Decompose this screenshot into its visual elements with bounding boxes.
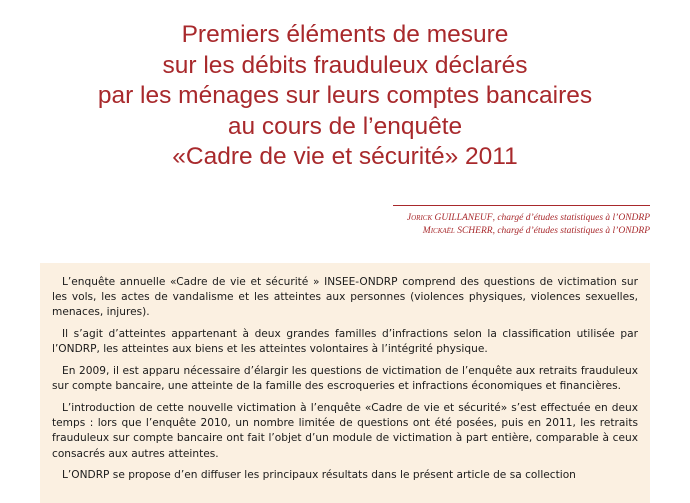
title-line: par les ménages sur leurs comptes bancaires	[97, 82, 593, 109]
author-line	[407, 225, 650, 238]
title-line: au cours de l’enquête	[227, 112, 463, 140]
author-name: Jorick GUILLANEUF	[406, 213, 493, 223]
abstract-paragraph: En 2009, il est apparu nécessaire d’élargir les questions de victimation de l’enquête aux retraits frauduleux sur compte bancaire, une atteinte de la famille des escroqueries et infractions économiques et financières.	[52, 365, 638, 393]
author-name: Mickaël SCHERR	[422, 226, 493, 236]
abstract-paragraph: L’enquête annuelle «Cadre de vie et sécurité » INSEE-ONDRP comprend des questions de victimation sur les vols, les actes de vandalisme et les atteintes aux personnes (violences physiques, violences sexuelles, menaces, injures).	[52, 276, 638, 319]
abstract-paragraph: L’ONDRP se propose d’en diffuser les principaux résultats dans le présent article de sa collection	[62, 469, 576, 482]
author-role: , chargé d’études statistiques à l’ONDRP	[492, 226, 650, 236]
title-line: «Cadre de vie et sécurité» 2011	[172, 143, 518, 170]
abstract-text	[52, 275, 638, 490]
abstract-box	[40, 263, 650, 503]
abstract-paragraph: L’introduction de cette nouvelle victimation à l’enquête «Cadre de vie et sécurité» s’est effectuée en deux temps : lors que l’enquête 2010, un nombre limitée de questions ont été posées, puis en 2011, les retraits frauduleux sur compte bancaire ont fait l’objet d’un module de victimation à part entière, comparable à ceux consacrés aux autres atteintes.	[52, 401, 638, 460]
author-line	[407, 212, 650, 225]
title-divider	[393, 205, 650, 206]
abstract-paragraph: Il s’agit d’atteintes appartenant à deux grandes familles d’infractions selon la classification utilisée par l’ONDRP, les atteintes aux biens et les atteintes volontaires à l’intégrité physique.	[52, 328, 638, 356]
title-line: Premiers éléments de mesure	[181, 21, 509, 48]
author-role: , chargé d’études statistiques à l’ONDRP	[492, 213, 650, 223]
document-title	[0, 20, 690, 173]
title-line: sur les débits frauduleux déclarés	[162, 51, 528, 79]
author-list	[407, 212, 650, 238]
